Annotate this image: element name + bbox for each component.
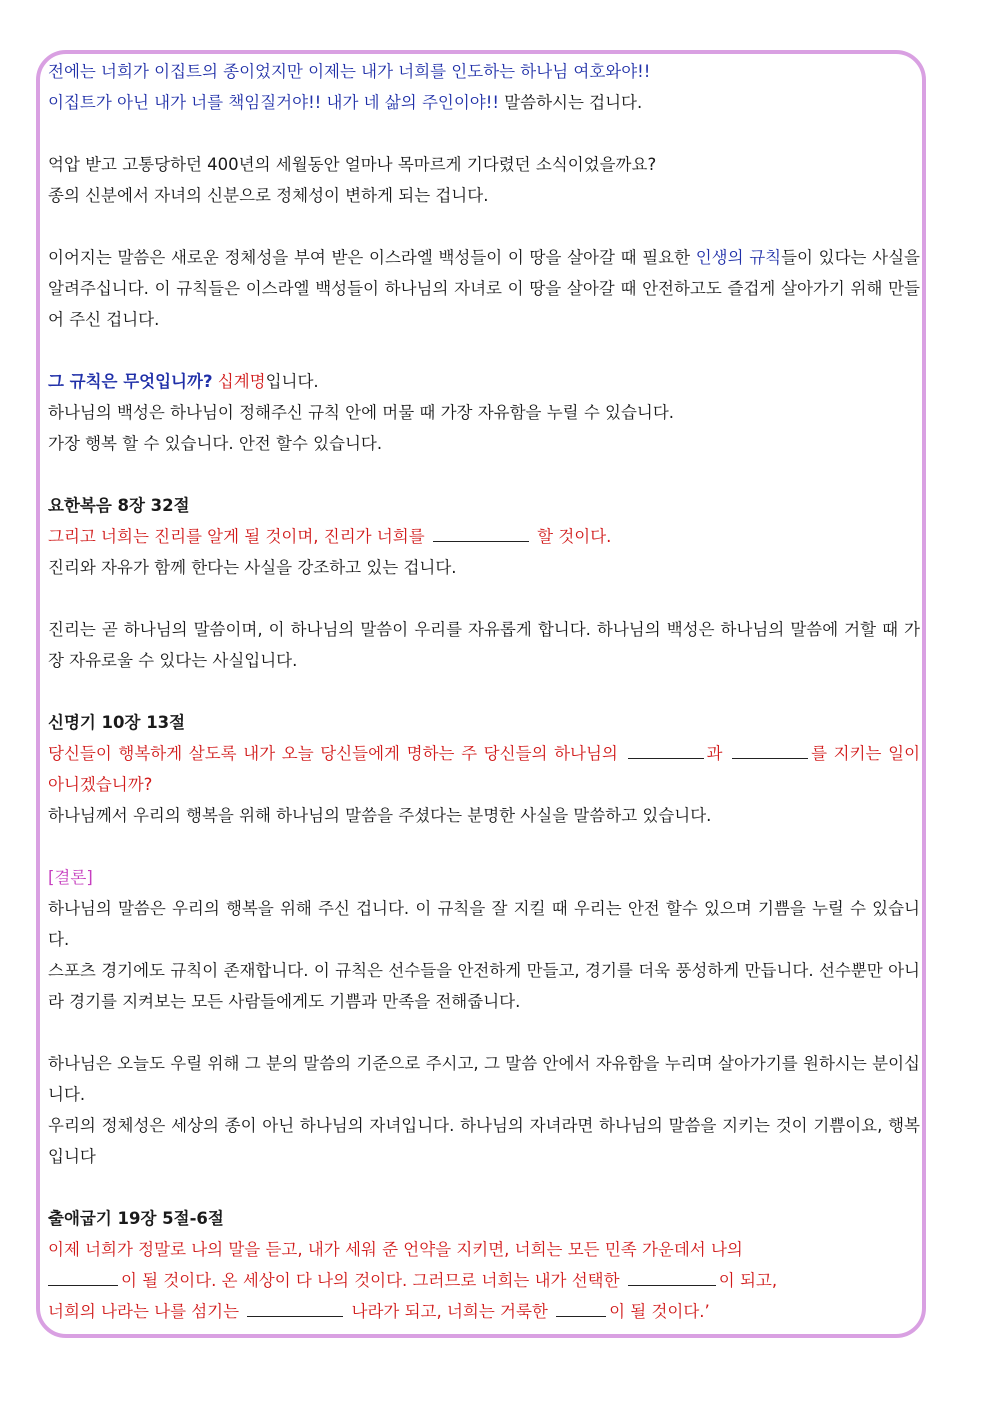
deut-verse-b: 과 bbox=[706, 744, 730, 763]
rules-line-2: 가장 행복 할 수 있습니다. 안전 할수 있습니다. bbox=[48, 434, 383, 453]
exodus-line-1: 이제 너희가 정말로 나의 말을 듣고, 내가 세워 준 언약을 지키면, 너희는 모든 민족 가운데서 나의 bbox=[48, 1240, 743, 1259]
john-comment: 진리와 자유가 함께 한다는 사실을 강조하고 있는 겁니다. bbox=[48, 558, 457, 577]
conclusion-heading: [결론] bbox=[48, 868, 93, 887]
conclusion-p3: 하나님은 오늘도 우릴 위해 그 분의 말씀의 기준으로 주시고, 그 말씀 안에서 자유함을 누리며 살아가기를 원하시는 분이십니다. bbox=[48, 1054, 920, 1104]
exodus-line-2b: 이 되고, bbox=[718, 1271, 778, 1290]
rules-question-line bbox=[48, 366, 920, 397]
intro-tail: 말씀하시는 겁니다. bbox=[498, 93, 643, 112]
para2-highlight: 인생의 규칙 bbox=[695, 248, 782, 267]
rules-question: 그 규칙은 무엇입니까? bbox=[48, 372, 213, 391]
conclusion-p2: 스포츠 경기에도 규칙이 존재합니다. 이 규칙은 선수들을 안전하게 만들고, 경기를 더욱 풍성하게 만듭니다. 선수뿐만 아니라 경기를 지켜보는 모든 사람들에게도 기쁨과 만족을 전해줍니다. bbox=[48, 961, 920, 1011]
john-verse-post: 할 것이다. bbox=[531, 527, 612, 546]
deut-verse-a: 당신들이 행복하게 살도록 내가 오늘 당신들에게 명하는 주 당신들의 하나님의 bbox=[48, 744, 625, 763]
intro-emphasis: 이집트가 아닌 내가 너를 책임질거야!! 내가 네 삶의 주인이야!! bbox=[48, 93, 499, 112]
john-verse bbox=[48, 521, 920, 552]
para1-line-2: 종의 신분에서 자녀의 신분으로 정체성이 변하게 되는 겁니다. bbox=[48, 186, 489, 205]
sermon-text bbox=[48, 56, 920, 1327]
conclusion-p4: 우리의 정체성은 세상의 종이 아닌 하나님의 자녀입니다. 하나님의 자녀라면 하나님의 말씀을 지키는 것이 기쁨이요, 행복입니다 bbox=[48, 1116, 920, 1166]
exodus-line-3c: 이 될 것이다.’ bbox=[609, 1302, 710, 1321]
fill-blank bbox=[433, 540, 529, 542]
deut-ref: 신명기 10장 13절 bbox=[48, 713, 186, 732]
conclusion-p1: 하나님의 말씀은 우리의 행복을 위해 주신 겁니다. 이 규칙을 잘 지킬 때 우리는 안전 할수 있으며 기쁨을 누릴 수 있습니다. bbox=[48, 899, 920, 949]
fill-blank bbox=[247, 1315, 343, 1317]
intro-line-2 bbox=[48, 87, 920, 118]
exodus-line-3a: 너희의 나라는 나를 섬기는 bbox=[48, 1302, 245, 1321]
exodus-line-2a: 이 될 것이다. 온 세상이 다 나의 것이다. 그러므로 너희는 내가 선택한 bbox=[121, 1271, 625, 1290]
rules-line-1: 하나님의 백성은 하나님이 정해주신 규칙 안에 머물 때 가장 자유함을 누릴 수 있습니다. bbox=[48, 403, 675, 422]
fill-blank bbox=[732, 757, 808, 759]
para1-line-1: 억압 받고 고통당하던 400년의 세월동안 얼마나 목마르게 기다렸던 소식이었을까요? bbox=[48, 155, 657, 174]
exodus-line-3 bbox=[48, 1296, 920, 1327]
deut-verse bbox=[48, 738, 920, 800]
exodus-line-3b: 나라가 되고, 너희는 거룩한 bbox=[346, 1302, 554, 1321]
para2-post: 들이 있다는 사실을 알려주십니다. 이 규칙들은 이스라엘 백성들이 하나님의 자녀로 이 땅을 살아갈 때 안전하고도 즐겁게 살아가기 위해 만들어 주신 겁니다. bbox=[48, 248, 920, 329]
truth-paragraph: 진리는 곧 하나님의 말씀이며, 이 하나님의 말씀이 우리를 자유롭게 합니다. 하나님의 백성은 하나님의 말씀에 거할 때 가장 자유로울 수 있다는 사실입니다. bbox=[48, 620, 920, 670]
para2-pre: 이어지는 말씀은 새로운 정체성을 부여 받은 이스라엘 백성들이 이 땅을 살아갈 때 필요한 bbox=[48, 248, 696, 267]
intro-line-1: 전에는 너희가 이집트의 종이었지만 이제는 내가 너희를 인도하는 하나님 여호와야!! bbox=[48, 62, 651, 81]
fill-blank bbox=[48, 1284, 118, 1286]
fill-blank bbox=[628, 757, 704, 759]
fill-blank bbox=[628, 1284, 716, 1286]
para2 bbox=[48, 242, 920, 335]
john-ref: 요한복음 8장 32절 bbox=[48, 496, 190, 515]
rules-answer: 십계명 bbox=[217, 372, 266, 391]
exodus-line-2 bbox=[48, 1265, 920, 1296]
fill-blank bbox=[556, 1315, 606, 1317]
john-verse-pre: 그리고 너희는 진리를 알게 될 것이며, 진리가 너희를 bbox=[48, 527, 430, 546]
deut-comment: 하나님께서 우리의 행복을 위해 하나님의 말씀을 주셨다는 분명한 사실을 말씀하고 있습니다. bbox=[48, 806, 712, 825]
rules-answer-tail: 입니다. bbox=[265, 372, 319, 391]
exodus-ref: 출애굽기 19장 5절-6절 bbox=[48, 1209, 224, 1228]
deut-verse-c: 를 지키는 일이 아니겠습니까? bbox=[48, 744, 921, 794]
